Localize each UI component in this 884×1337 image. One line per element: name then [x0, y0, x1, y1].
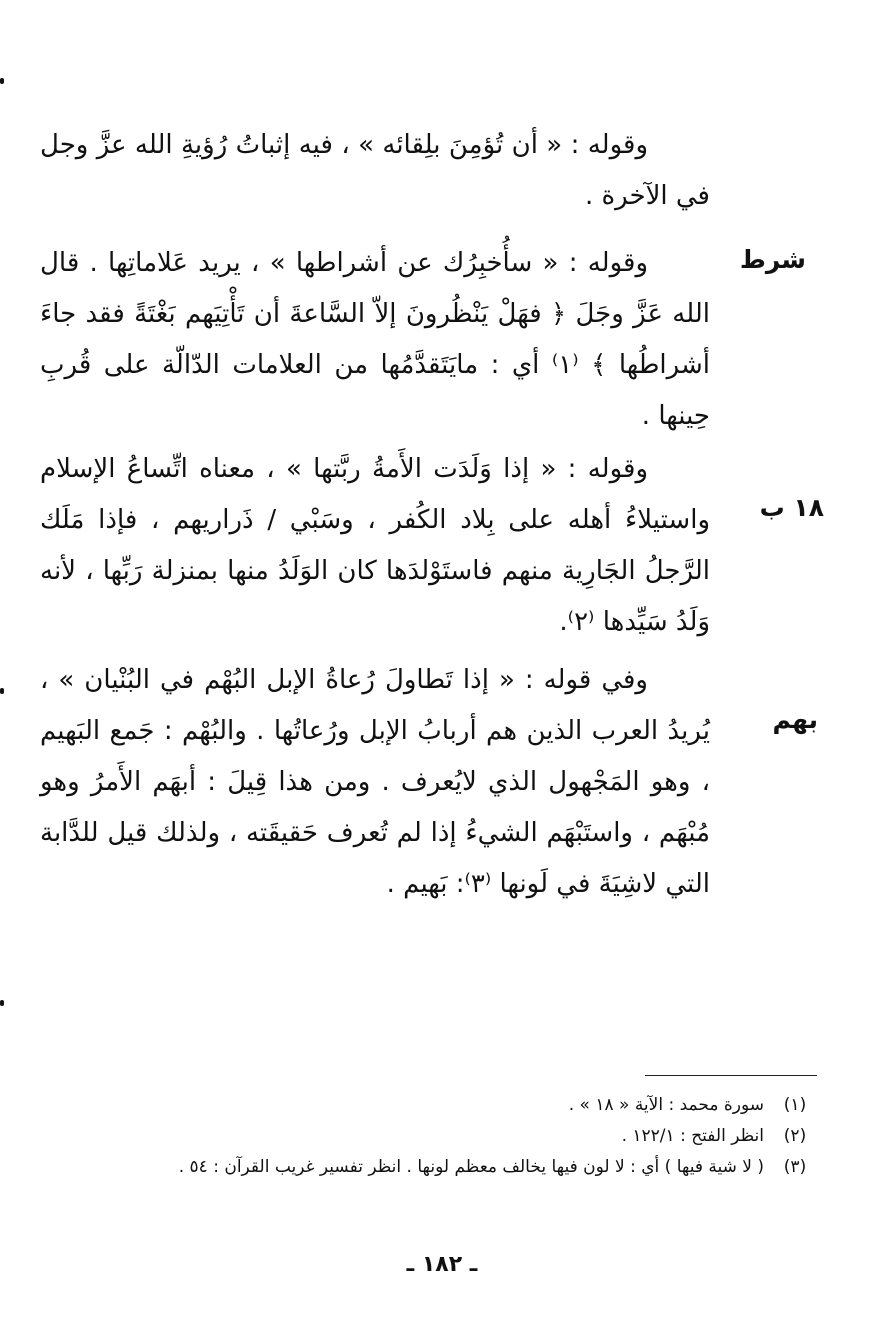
- margin-note-folio: ١٨ ب: [759, 493, 824, 522]
- paragraph-text: وقوله : « سأُخبِرُك عن أشراطها » ، يريد عَلاماتِها . قال الله عَزَّ وجَلَ ﴿ فهَلْ يَنْظُرونَ إلاّ السَّاعةَ أن تَأْتِيَهم بَغْتَةً فقد جاءَ أشراطُها ﴾ ⁽١⁾ أي : مايَتَقدَّمُها من العلامات الدّالّة على قُربِ حِينها .: [40, 248, 711, 431]
- paragraph-text: وفي قوله : « إذا تَطاولَ رُعاةُ الإبل البُهْم في البُنْيان » ، يُريدُ العرب الذين هم أربابُ الإبل ورُعاتُها . والبُهْم : جَمع البَهيم ، وهو المَجْهول الذي لايُعرف . ومن هذا قِيلَ : أبهَم الأَمرُ وهو مُبْهَم ، واستَبْهَم الشيءُ إذا لم تُعرف حَقيقَته ، ولذلك قيل للدَّابة التي لاشِيَةَ في لَونها ⁽٣⁾: بَهيم .: [40, 665, 710, 899]
- paragraph-text: وقوله : « أن تُؤمِنَ بلِقائه » ، فيه إثباتُ رُؤيةِ الله عزَّ وجل في الآخرة .: [40, 130, 710, 211]
- footnote-text: سورة محمد : الآية « ١٨ » .: [568, 1095, 764, 1115]
- footnote-number: (٣): [783, 1157, 807, 1177]
- footnote-item: [60, 1090, 820, 1121]
- scan-mark: [0, 78, 4, 84]
- footnote-item: [60, 1152, 820, 1183]
- margin-note-sharat: شرط: [739, 245, 806, 274]
- footnote-item: [60, 1121, 820, 1152]
- paragraph-ashrat: [40, 238, 710, 442]
- page-number: ـ ١٨٢ ـ: [406, 1252, 478, 1277]
- paragraph-text: وقوله : « إذا وَلَدَت الأَمةُ ربَّتها » ، معناه اتِّساعُ الإسلام واستيلاءُ أهله على بِلاد الكُفر ، وسَبْي / ذَراريهم ، فإذا مَلَك الرَّجلُ الجَارِية منهم فاستَوْلدَها كان الوَلَدُ منها بمنزلة رَبِّها ، لأنه وَلَدُ سَيِّدها ⁽٢⁾.: [40, 454, 710, 637]
- footnote-text: انظر الفتح : ١٢٢/١ .: [621, 1126, 764, 1146]
- margin-note-buhm: بهم: [772, 705, 818, 734]
- footnote-number: (٢): [783, 1126, 807, 1146]
- scan-mark: [0, 688, 4, 694]
- footnote-text: ( لا شية فيها ) أي : لا لون فيها يخالف معظم لونها . انظر تفسير غريب القرآن : ٥٤ .: [178, 1157, 764, 1177]
- paragraph-buhm: [40, 655, 710, 910]
- footnotes: [60, 1090, 820, 1183]
- paragraph-iman-liqa: [40, 120, 710, 222]
- paragraph-walad-amah: [40, 444, 710, 648]
- footnote-number: (١): [783, 1095, 807, 1115]
- scan-mark: [0, 1000, 4, 1006]
- footnote-divider: [645, 1075, 817, 1076]
